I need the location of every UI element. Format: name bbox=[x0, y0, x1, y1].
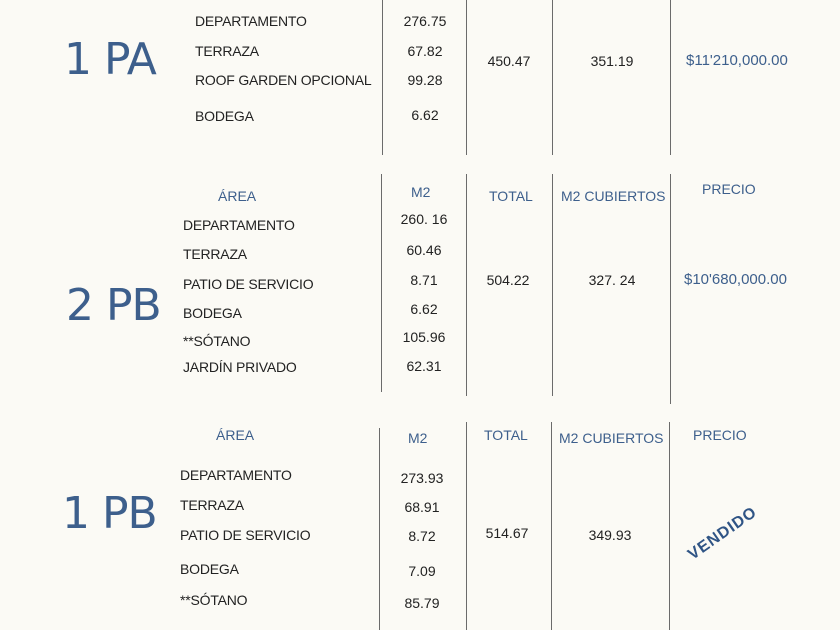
area-m2: 85.79 bbox=[404, 595, 440, 611]
area-label: JARDÍN PRIVADO bbox=[183, 359, 297, 375]
covered-m2: 349.93 bbox=[588, 527, 632, 543]
column-divider bbox=[379, 428, 380, 630]
area-m2: 6.62 bbox=[411, 107, 439, 123]
area-label: BODEGA bbox=[183, 305, 242, 321]
column-divider bbox=[669, 422, 670, 630]
header-total: TOTAL bbox=[484, 427, 528, 443]
area-m2: 273.93 bbox=[400, 470, 444, 486]
area-m2: 7.09 bbox=[408, 563, 436, 579]
column-divider bbox=[552, 0, 553, 155]
column-divider bbox=[466, 174, 467, 396]
area-m2: 260. 16 bbox=[400, 211, 448, 227]
area-m2: 6.62 bbox=[410, 301, 438, 317]
area-label: TERRAZA bbox=[183, 246, 247, 262]
area-m2: 105.96 bbox=[402, 329, 446, 345]
area-label: TERRAZA bbox=[180, 497, 244, 513]
column-divider bbox=[670, 0, 671, 155]
column-divider bbox=[466, 0, 467, 155]
area-label: DEPARTAMENTO bbox=[183, 217, 295, 233]
header-area: ÁREA bbox=[218, 188, 257, 204]
sold-stamp: VENDIDO bbox=[685, 503, 761, 564]
area-m2: 68.91 bbox=[404, 499, 440, 515]
area-m2: 67.82 bbox=[407, 43, 443, 59]
header-precio: PRECIO bbox=[702, 181, 756, 197]
header-m2-cubiertos: M2 CUBIERTOS bbox=[559, 430, 664, 446]
header-m2: M2 bbox=[411, 184, 431, 200]
unit-price: $10'680,000.00 bbox=[684, 271, 787, 288]
area-label: **SÓTANO bbox=[183, 333, 251, 349]
area-m2: 62.31 bbox=[406, 358, 442, 374]
area-label: PATIO DE SERVICIO bbox=[180, 527, 311, 543]
area-label: BODEGA bbox=[180, 561, 239, 577]
area-label: TERRAZA bbox=[195, 43, 259, 59]
area-m2: 276.75 bbox=[403, 13, 447, 29]
total-m2: 514.67 bbox=[485, 525, 529, 541]
unit-price: $11'210,000.00 bbox=[686, 52, 788, 69]
covered-m2: 327. 24 bbox=[588, 272, 636, 288]
area-label: ROOF GARDEN OPCIONAL bbox=[195, 72, 372, 88]
header-precio: PRECIO bbox=[693, 427, 747, 443]
unit-name: 1 PB bbox=[62, 488, 157, 539]
total-m2: 504.22 bbox=[486, 272, 530, 288]
column-divider bbox=[382, 0, 383, 155]
unit-name: 2 PB bbox=[66, 280, 161, 331]
header-m2-cubiertos: M2 CUBIERTOS bbox=[561, 188, 666, 204]
area-m2: 99.28 bbox=[407, 72, 443, 88]
header-area: ÁREA bbox=[216, 427, 255, 443]
header-total: TOTAL bbox=[489, 188, 533, 204]
area-label: DEPARTAMENTO bbox=[180, 467, 292, 483]
area-m2: 8.71 bbox=[410, 272, 438, 288]
area-label: DEPARTAMENTO bbox=[195, 13, 307, 29]
column-divider bbox=[551, 422, 552, 630]
area-m2: 8.72 bbox=[408, 528, 436, 544]
area-m2: 60.46 bbox=[406, 242, 442, 258]
column-divider bbox=[552, 174, 553, 396]
total-m2: 450.47 bbox=[487, 53, 531, 69]
column-divider bbox=[466, 422, 467, 630]
area-label: BODEGA bbox=[195, 108, 254, 124]
header-m2: M2 bbox=[408, 430, 428, 446]
unit-name: 1 PA bbox=[64, 34, 156, 85]
area-label: PATIO DE SERVICIO bbox=[183, 276, 314, 292]
covered-m2: 351.19 bbox=[590, 53, 634, 69]
area-label: **SÓTANO bbox=[180, 592, 248, 608]
column-divider bbox=[670, 174, 671, 404]
column-divider bbox=[381, 174, 382, 392]
